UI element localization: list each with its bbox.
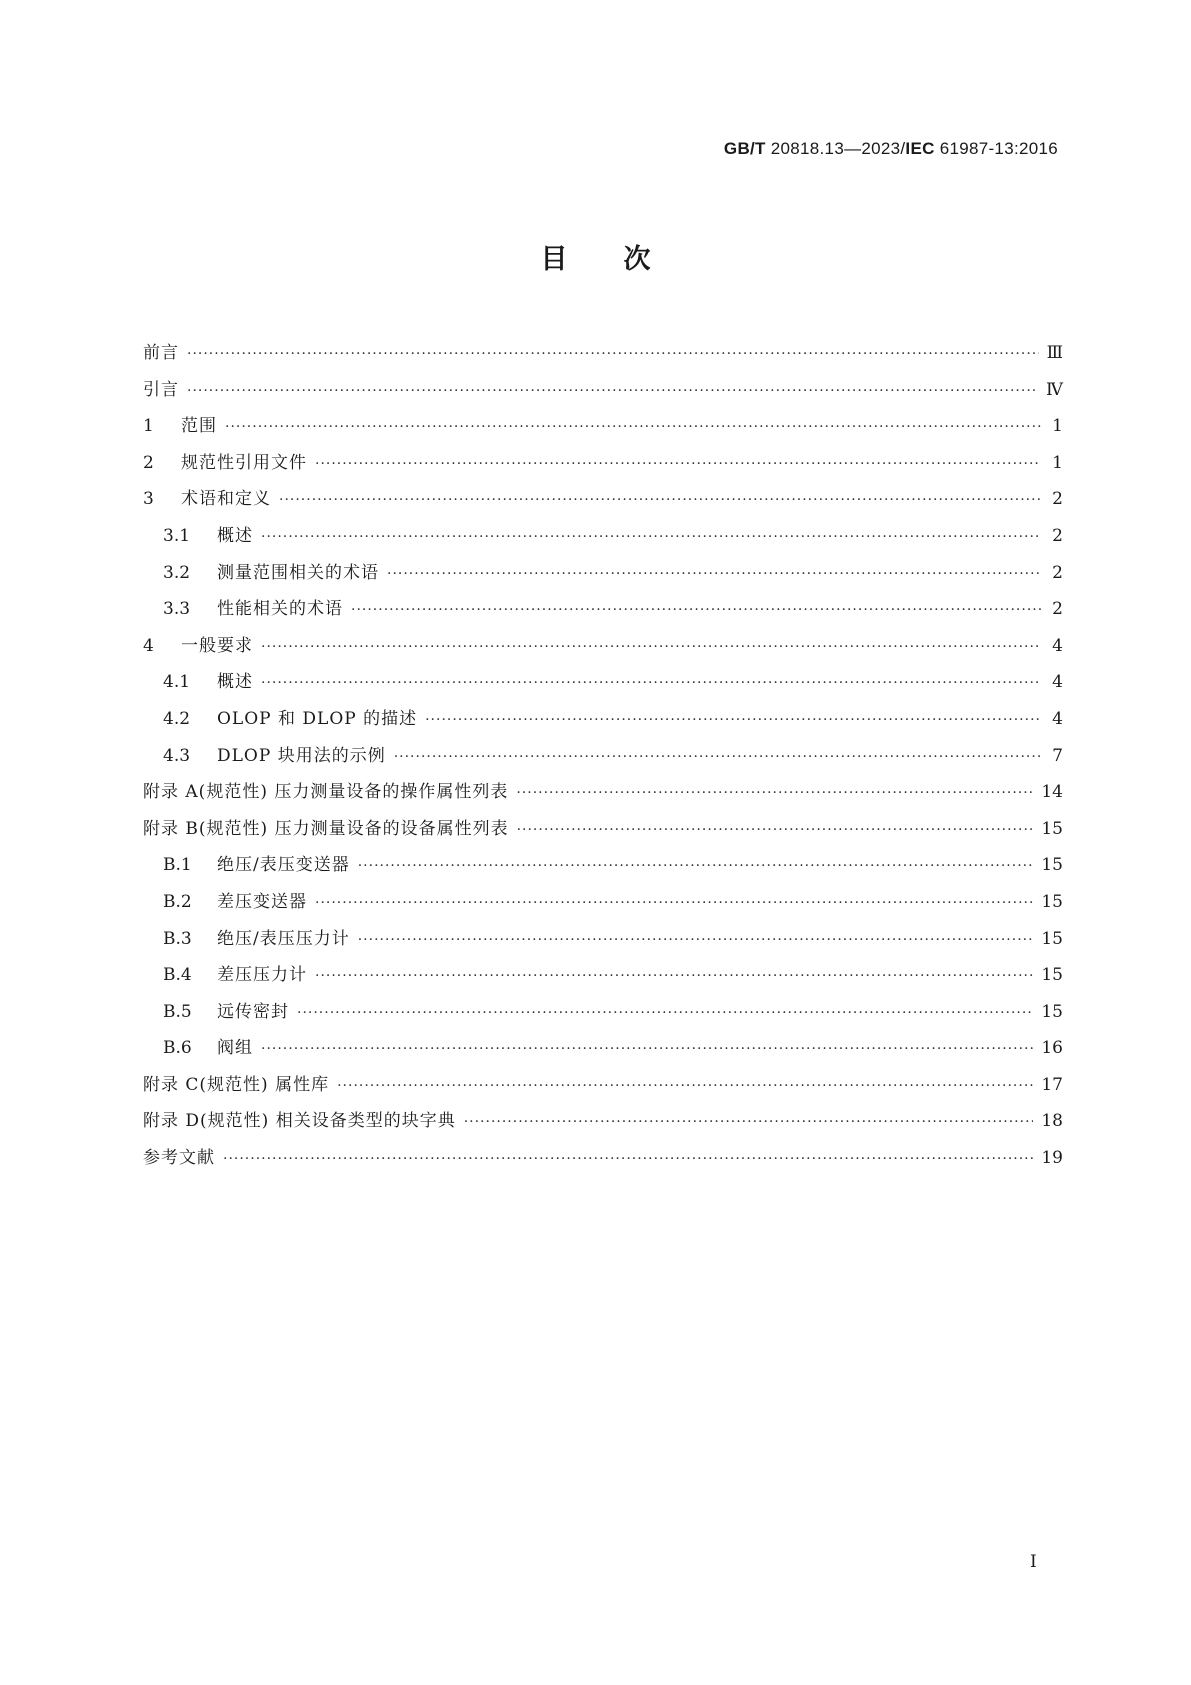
toc-entry-label: 差压压力计: [217, 965, 307, 986]
toc-entry-page: 15: [1041, 855, 1063, 876]
toc-entry-label: 附录 D(规范性) 相关设备类型的块字典: [143, 1111, 456, 1132]
toc-entry-page: 2: [1052, 525, 1063, 546]
table-of-contents: [143, 338, 1063, 1180]
toc-leader-dots: [225, 419, 1041, 435]
toc-entry-page: 2: [1052, 599, 1063, 620]
toc-entry[interactable]: [143, 924, 1063, 961]
toc-entry-label: 一般要求: [181, 635, 253, 656]
toc-leader-dots: [261, 529, 1041, 545]
toc-entry[interactable]: [143, 1143, 1063, 1180]
toc-entry-number: 4: [143, 635, 154, 656]
page-number: I: [1030, 1552, 1037, 1572]
toc-entry[interactable]: [143, 448, 1063, 485]
toc-entry-page: 19: [1041, 1148, 1063, 1169]
toc-entry-number: 4.1: [163, 672, 191, 693]
toc-entry-number: 3.1: [163, 525, 191, 546]
toc-leader-dots: [516, 785, 1033, 801]
toc-entry[interactable]: [143, 997, 1063, 1034]
standard-prefix: GB/T: [723, 139, 766, 158]
toc-entry-label: 性能相关的术语: [217, 599, 343, 620]
toc-entry-page: 15: [1041, 965, 1063, 986]
toc-entry-page: Ⅲ: [1046, 343, 1063, 363]
toc-leader-dots: [394, 749, 1041, 765]
toc-entry[interactable]: [143, 667, 1063, 704]
toc-entry[interactable]: [143, 1070, 1063, 1107]
toc-leader-dots: [387, 566, 1041, 582]
toc-entry-page: 18: [1041, 1111, 1063, 1132]
toc-entry-label: 范围: [181, 416, 217, 437]
toc-entry-number: 4.3: [163, 745, 191, 766]
toc-entry-label: 附录 A(规范性) 压力测量设备的操作属性列表: [143, 782, 509, 803]
toc-entry-label: 附录 C(规范性) 属性库: [143, 1074, 330, 1095]
toc-leader-dots: [358, 932, 1034, 948]
toc-entry-label: 附录 B(规范性) 压力测量设备的设备属性列表: [143, 818, 509, 839]
toc-entry[interactable]: [143, 521, 1063, 558]
toc-entry[interactable]: [143, 887, 1063, 924]
iec-number: 61987-13:2016: [939, 139, 1058, 158]
toc-entry-number: B.3: [163, 928, 192, 949]
toc-leader-dots: [315, 895, 1033, 911]
toc-entry[interactable]: [143, 338, 1063, 375]
toc-entry-label: DLOP 块用法的示例: [217, 745, 386, 766]
toc-entry-number: 4.2: [163, 708, 191, 729]
toc-entry-page: 2: [1052, 489, 1063, 510]
toc-leader-dots: [351, 602, 1041, 618]
toc-entry[interactable]: [143, 375, 1063, 412]
toc-entry-label: 参考文献: [143, 1148, 215, 1169]
toc-entry-page: 15: [1041, 1001, 1063, 1022]
toc-entry-number: B.1: [163, 855, 192, 876]
toc-entry-page: 4: [1052, 635, 1063, 656]
toc-entry-page: 4: [1052, 708, 1063, 729]
toc-entry[interactable]: [143, 1033, 1063, 1070]
toc-entry-page: 4: [1052, 672, 1063, 693]
toc-leader-dots: [261, 639, 1041, 655]
standard-number: 20818.13—2023/: [770, 139, 906, 158]
toc-entry-number: 3: [143, 489, 154, 510]
toc-entry-page: 14: [1041, 782, 1063, 803]
toc-entry-label: 术语和定义: [181, 489, 271, 510]
toc-entry[interactable]: [143, 741, 1063, 778]
toc-entry-page: 15: [1041, 818, 1063, 839]
page-title: 目次: [540, 244, 707, 275]
toc-entry-label: 绝压/表压变送器: [217, 855, 350, 876]
toc-leader-dots: [223, 1151, 1033, 1167]
toc-entry[interactable]: [143, 704, 1063, 741]
toc-entry-page: 1: [1052, 452, 1063, 473]
toc-entry[interactable]: [143, 594, 1063, 631]
toc-entry-page: 15: [1041, 891, 1063, 912]
toc-entry-label: 阀组: [217, 1038, 253, 1059]
toc-entry[interactable]: [143, 484, 1063, 521]
toc-entry-number: B.5: [163, 1001, 192, 1022]
toc-leader-dots: [337, 1078, 1033, 1094]
toc-entry-page: 2: [1052, 562, 1063, 583]
toc-entry[interactable]: [143, 631, 1063, 668]
toc-entry-page: 1: [1052, 416, 1063, 437]
toc-entry-label: 概述: [217, 525, 253, 546]
toc-entry-number: 2: [143, 452, 154, 473]
standard-header: [724, 139, 1058, 159]
toc-entry-number: B.4: [163, 965, 192, 986]
toc-leader-dots: [279, 492, 1041, 508]
toc-leader-dots: [297, 1005, 1033, 1021]
toc-leader-dots: [464, 1114, 1034, 1130]
toc-entry[interactable]: [143, 850, 1063, 887]
toc-entry-label: 规范性引用文件: [181, 452, 307, 473]
toc-entry-label: OLOP 和 DLOP 的描述: [217, 708, 418, 729]
toc-entry[interactable]: [143, 411, 1063, 448]
toc-entry[interactable]: [143, 960, 1063, 997]
toc-entry-label: 引言: [143, 379, 179, 400]
toc-entry[interactable]: [143, 1106, 1063, 1143]
toc-leader-dots: [187, 383, 1038, 399]
toc-entry-number: 1: [143, 416, 154, 437]
toc-entry-page: 16: [1041, 1038, 1063, 1059]
toc-entry[interactable]: [143, 558, 1063, 595]
toc-entry[interactable]: [143, 777, 1063, 814]
toc-leader-dots: [261, 675, 1041, 691]
toc-leader-dots: [517, 822, 1034, 838]
toc-entry-number: 3.3: [163, 599, 191, 620]
toc-entry-page: 7: [1052, 745, 1063, 766]
toc-entry-label: 远传密封: [217, 1001, 289, 1022]
toc-entry-label: 绝压/表压压力计: [217, 928, 350, 949]
toc-entry-label: 测量范围相关的术语: [217, 562, 379, 583]
toc-leader-dots: [187, 346, 1039, 362]
toc-entry-number: 3.2: [163, 562, 191, 583]
toc-entry-page: 15: [1041, 928, 1063, 949]
toc-entry[interactable]: [143, 814, 1063, 851]
toc-entry-page: 17: [1041, 1074, 1063, 1095]
toc-entry-number: B.2: [163, 891, 192, 912]
toc-entry-label: 前言: [143, 343, 179, 363]
toc-leader-dots: [261, 1041, 1033, 1057]
toc-leader-dots: [315, 456, 1041, 472]
toc-entry-page: Ⅳ: [1046, 379, 1063, 400]
toc-leader-dots: [425, 712, 1041, 728]
toc-entry-number: B.6: [163, 1038, 192, 1059]
toc-entry-label: 概述: [217, 672, 253, 693]
toc-entry-label: 差压变送器: [217, 891, 307, 912]
iec-prefix: IEC: [905, 139, 935, 158]
toc-leader-dots: [358, 858, 1034, 874]
toc-leader-dots: [315, 968, 1033, 984]
